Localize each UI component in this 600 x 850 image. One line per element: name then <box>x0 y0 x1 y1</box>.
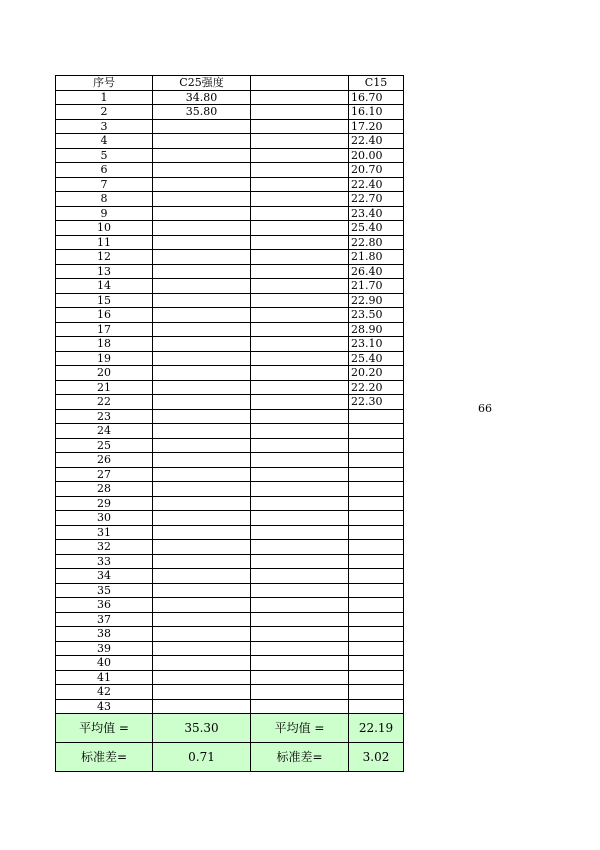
blank-cell[interactable] <box>251 453 349 468</box>
c25-sd[interactable]: 0.71 <box>153 743 251 772</box>
table-row <box>56 177 404 192</box>
c25-cell[interactable] <box>153 525 251 540</box>
seq-cell[interactable]: 14 <box>56 279 153 294</box>
table-row <box>56 119 404 134</box>
seq-cell[interactable]: 26 <box>56 453 153 468</box>
table-row <box>56 90 404 105</box>
c25-cell[interactable] <box>153 467 251 482</box>
blank-cell[interactable] <box>251 235 349 250</box>
table-row <box>56 612 404 627</box>
table-row <box>56 337 404 352</box>
c15-cell[interactable]: 26.40 <box>349 264 404 279</box>
seq-cell[interactable]: 34 <box>56 569 153 584</box>
seq-cell[interactable]: 36 <box>56 598 153 613</box>
c15-cell[interactable] <box>349 453 404 468</box>
seq-cell[interactable]: 41 <box>56 670 153 685</box>
seq-cell[interactable]: 22 <box>56 395 153 410</box>
c25-cell[interactable] <box>153 163 251 178</box>
seq-cell[interactable]: 42 <box>56 685 153 700</box>
c15-cell[interactable] <box>349 699 404 714</box>
table-row <box>56 685 404 700</box>
table-row <box>56 569 404 584</box>
seq-cell[interactable]: 10 <box>56 221 153 236</box>
blank-cell[interactable] <box>251 119 349 134</box>
table-row <box>56 438 404 453</box>
blank-cell[interactable] <box>251 656 349 671</box>
header-c15[interactable]: C15 <box>349 76 404 91</box>
c15-cell[interactable]: 23.50 <box>349 308 404 323</box>
blank-cell[interactable] <box>251 482 349 497</box>
blank-cell[interactable] <box>251 250 349 265</box>
c15-cell[interactable]: 20.00 <box>349 148 404 163</box>
c25-cell[interactable] <box>153 279 251 294</box>
c15-cell[interactable] <box>349 670 404 685</box>
table-row <box>56 148 404 163</box>
table-row <box>56 308 404 323</box>
seq-cell[interactable]: 7 <box>56 177 153 192</box>
c15-cell[interactable]: 22.80 <box>349 235 404 250</box>
blank-cell[interactable] <box>251 322 349 337</box>
c25-cell[interactable] <box>153 366 251 381</box>
c15-cell[interactable]: 16.10 <box>349 105 404 120</box>
c15-sd[interactable]: 3.02 <box>349 743 404 772</box>
table-row <box>56 380 404 395</box>
c25-cell[interactable]: 34.80 <box>153 90 251 105</box>
table-row <box>56 656 404 671</box>
seq-cell[interactable]: 13 <box>56 264 153 279</box>
seq-cell[interactable]: 12 <box>56 250 153 265</box>
c25-cell[interactable] <box>153 177 251 192</box>
blank-cell[interactable] <box>251 90 349 105</box>
seq-cell[interactable]: 31 <box>56 525 153 540</box>
blank-cell[interactable] <box>251 279 349 294</box>
c25-cell[interactable] <box>153 351 251 366</box>
c15-cell[interactable] <box>349 569 404 584</box>
c15-cell[interactable] <box>349 656 404 671</box>
seq-cell[interactable]: 17 <box>56 322 153 337</box>
c15-cell[interactable] <box>349 598 404 613</box>
seq-cell[interactable]: 16 <box>56 308 153 323</box>
blank-cell[interactable] <box>251 496 349 511</box>
c15-cell[interactable]: 23.40 <box>349 206 404 221</box>
c15-mean[interactable]: 22.19 <box>349 714 404 743</box>
seq-cell[interactable]: 30 <box>56 511 153 526</box>
blank-cell[interactable] <box>251 699 349 714</box>
seq-cell[interactable]: 27 <box>56 467 153 482</box>
table-row <box>56 699 404 714</box>
c25-cell[interactable] <box>153 148 251 163</box>
blank-cell[interactable] <box>251 163 349 178</box>
seq-cell[interactable]: 23 <box>56 409 153 424</box>
seq-cell[interactable]: 25 <box>56 438 153 453</box>
blank-cell[interactable] <box>251 192 349 207</box>
c25-cell[interactable] <box>153 453 251 468</box>
seq-cell[interactable]: 21 <box>56 380 153 395</box>
c15-cell[interactable]: 22.20 <box>349 380 404 395</box>
summary-row <box>56 743 404 772</box>
c25-cell[interactable] <box>153 337 251 352</box>
c25-cell[interactable] <box>153 395 251 410</box>
blank-cell[interactable] <box>251 293 349 308</box>
c25-cell[interactable] <box>153 264 251 279</box>
c25-cell[interactable] <box>153 308 251 323</box>
seq-cell[interactable]: 32 <box>56 540 153 555</box>
seq-cell[interactable]: 18 <box>56 337 153 352</box>
seq-cell[interactable]: 5 <box>56 148 153 163</box>
blank-cell[interactable] <box>251 206 349 221</box>
c15-cell[interactable]: 21.80 <box>349 250 404 265</box>
c15-cell[interactable]: 25.40 <box>349 351 404 366</box>
summary-row <box>56 714 404 743</box>
c25-cell[interactable] <box>153 380 251 395</box>
blank-cell[interactable] <box>251 583 349 598</box>
seq-cell[interactable]: 29 <box>56 496 153 511</box>
blank-cell[interactable] <box>251 685 349 700</box>
blank-cell[interactable] <box>251 424 349 439</box>
blank-cell[interactable] <box>251 670 349 685</box>
seq-cell[interactable]: 24 <box>56 424 153 439</box>
c25-cell[interactable] <box>153 554 251 569</box>
blank-cell[interactable] <box>251 409 349 424</box>
blank-cell[interactable] <box>251 221 349 236</box>
c15-cell[interactable]: 20.20 <box>349 366 404 381</box>
seq-cell[interactable]: 2 <box>56 105 153 120</box>
seq-cell[interactable]: 4 <box>56 134 153 149</box>
c25-cell[interactable] <box>153 438 251 453</box>
blank-cell[interactable] <box>251 612 349 627</box>
c25-mean[interactable]: 35.30 <box>153 714 251 743</box>
c15-cell[interactable]: 21.70 <box>349 279 404 294</box>
c25-cell[interactable] <box>153 482 251 497</box>
blank-cell[interactable] <box>251 511 349 526</box>
c25-cell[interactable] <box>153 670 251 685</box>
c15-cell[interactable] <box>349 583 404 598</box>
seq-cell[interactable]: 8 <box>56 192 153 207</box>
table-row <box>56 235 404 250</box>
seq-cell[interactable]: 1 <box>56 90 153 105</box>
mean-label-2[interactable]: 平均值 = <box>251 714 349 743</box>
seq-cell[interactable]: 19 <box>56 351 153 366</box>
c25-cell[interactable] <box>153 685 251 700</box>
c15-cell[interactable]: 23.10 <box>349 337 404 352</box>
c25-cell[interactable]: 35.80 <box>153 105 251 120</box>
table-row <box>56 554 404 569</box>
c25-cell[interactable] <box>153 250 251 265</box>
blank-cell[interactable] <box>251 148 349 163</box>
header-blank[interactable] <box>251 76 349 91</box>
table-row <box>56 293 404 308</box>
table-row <box>56 366 404 381</box>
blank-cell[interactable] <box>251 525 349 540</box>
blank-cell[interactable] <box>251 264 349 279</box>
strength-table <box>55 75 404 772</box>
seq-cell[interactable]: 28 <box>56 482 153 497</box>
table-row <box>56 525 404 540</box>
blank-cell[interactable] <box>251 467 349 482</box>
stray-cell-value[interactable]: 66 <box>478 402 492 415</box>
table-row <box>56 206 404 221</box>
blank-cell[interactable] <box>251 554 349 569</box>
table-row <box>56 264 404 279</box>
c15-cell[interactable] <box>349 409 404 424</box>
table-row <box>56 322 404 337</box>
c25-cell[interactable] <box>153 627 251 642</box>
c15-cell[interactable] <box>349 467 404 482</box>
c15-cell[interactable] <box>349 641 404 656</box>
c25-cell[interactable] <box>153 293 251 308</box>
c25-cell[interactable] <box>153 656 251 671</box>
blank-cell[interactable] <box>251 540 349 555</box>
blank-cell[interactable] <box>251 627 349 642</box>
sd-label[interactable]: 标准差= <box>56 743 153 772</box>
table-row <box>56 395 404 410</box>
table-row <box>56 583 404 598</box>
blank-cell[interactable] <box>251 308 349 323</box>
table-row <box>56 134 404 149</box>
c15-cell[interactable]: 22.40 <box>349 177 404 192</box>
seq-cell[interactable]: 6 <box>56 163 153 178</box>
c25-cell[interactable] <box>153 134 251 149</box>
table-row <box>56 409 404 424</box>
seq-cell[interactable]: 3 <box>56 119 153 134</box>
c15-cell[interactable]: 22.40 <box>349 134 404 149</box>
c25-cell[interactable] <box>153 598 251 613</box>
header-row <box>56 76 404 91</box>
c15-cell[interactable]: 22.30 <box>349 395 404 410</box>
blank-cell[interactable] <box>251 351 349 366</box>
c25-cell[interactable] <box>153 235 251 250</box>
table-row <box>56 540 404 555</box>
table-row <box>56 424 404 439</box>
table-row <box>56 496 404 511</box>
c15-cell[interactable] <box>349 525 404 540</box>
sd-label-2[interactable]: 标准差= <box>251 743 349 772</box>
table-row <box>56 627 404 642</box>
table-row <box>56 163 404 178</box>
blank-cell[interactable] <box>251 177 349 192</box>
c25-cell[interactable] <box>153 583 251 598</box>
c15-cell[interactable]: 22.70 <box>349 192 404 207</box>
c15-cell[interactable] <box>349 627 404 642</box>
c15-cell[interactable]: 20.70 <box>349 163 404 178</box>
c15-cell[interactable]: 17.20 <box>349 119 404 134</box>
c25-cell[interactable] <box>153 612 251 627</box>
c15-cell[interactable] <box>349 612 404 627</box>
table-row <box>56 670 404 685</box>
seq-cell[interactable]: 20 <box>56 366 153 381</box>
header-c25[interactable]: C25强度 <box>153 76 251 91</box>
seq-cell[interactable]: 11 <box>56 235 153 250</box>
blank-cell[interactable] <box>251 134 349 149</box>
table-row <box>56 467 404 482</box>
c15-cell[interactable] <box>349 424 404 439</box>
table-row <box>56 482 404 497</box>
blank-cell[interactable] <box>251 105 349 120</box>
seq-cell[interactable]: 43 <box>56 699 153 714</box>
c25-cell[interactable] <box>153 641 251 656</box>
seq-cell[interactable]: 15 <box>56 293 153 308</box>
c25-cell[interactable] <box>153 540 251 555</box>
table-row <box>56 598 404 613</box>
c25-cell[interactable] <box>153 119 251 134</box>
blank-cell[interactable] <box>251 366 349 381</box>
c15-cell[interactable]: 16.70 <box>349 90 404 105</box>
table-row <box>56 351 404 366</box>
seq-cell[interactable]: 40 <box>56 656 153 671</box>
c15-cell[interactable] <box>349 685 404 700</box>
blank-cell[interactable] <box>251 569 349 584</box>
seq-cell[interactable]: 39 <box>56 641 153 656</box>
seq-cell[interactable]: 35 <box>56 583 153 598</box>
c15-cell[interactable] <box>349 482 404 497</box>
c25-cell[interactable] <box>153 409 251 424</box>
c15-cell[interactable] <box>349 554 404 569</box>
seq-cell[interactable]: 37 <box>56 612 153 627</box>
c25-cell[interactable] <box>153 511 251 526</box>
c15-cell[interactable]: 22.90 <box>349 293 404 308</box>
blank-cell[interactable] <box>251 438 349 453</box>
table-row <box>56 453 404 468</box>
c25-cell[interactable] <box>153 699 251 714</box>
c25-cell[interactable] <box>153 322 251 337</box>
blank-cell[interactable] <box>251 380 349 395</box>
table-row <box>56 192 404 207</box>
c15-cell[interactable]: 25.40 <box>349 221 404 236</box>
table-row <box>56 641 404 656</box>
blank-cell[interactable] <box>251 598 349 613</box>
c25-cell[interactable] <box>153 424 251 439</box>
c25-cell[interactable] <box>153 221 251 236</box>
seq-cell[interactable]: 9 <box>56 206 153 221</box>
table-row <box>56 250 404 265</box>
mean-label[interactable]: 平均值 = <box>56 714 153 743</box>
c15-cell[interactable]: 28.90 <box>349 322 404 337</box>
table-row <box>56 105 404 120</box>
seq-cell[interactable]: 33 <box>56 554 153 569</box>
table-row <box>56 221 404 236</box>
c15-cell[interactable] <box>349 511 404 526</box>
c25-cell[interactable] <box>153 206 251 221</box>
c25-cell[interactable] <box>153 192 251 207</box>
blank-cell[interactable] <box>251 395 349 410</box>
c25-cell[interactable] <box>153 496 251 511</box>
blank-cell[interactable] <box>251 337 349 352</box>
c15-cell[interactable] <box>349 540 404 555</box>
c15-cell[interactable] <box>349 438 404 453</box>
header-seq[interactable]: 序号 <box>56 76 153 91</box>
table-row <box>56 511 404 526</box>
c25-cell[interactable] <box>153 569 251 584</box>
seq-cell[interactable]: 38 <box>56 627 153 642</box>
table-row <box>56 279 404 294</box>
c15-cell[interactable] <box>349 496 404 511</box>
blank-cell[interactable] <box>251 641 349 656</box>
